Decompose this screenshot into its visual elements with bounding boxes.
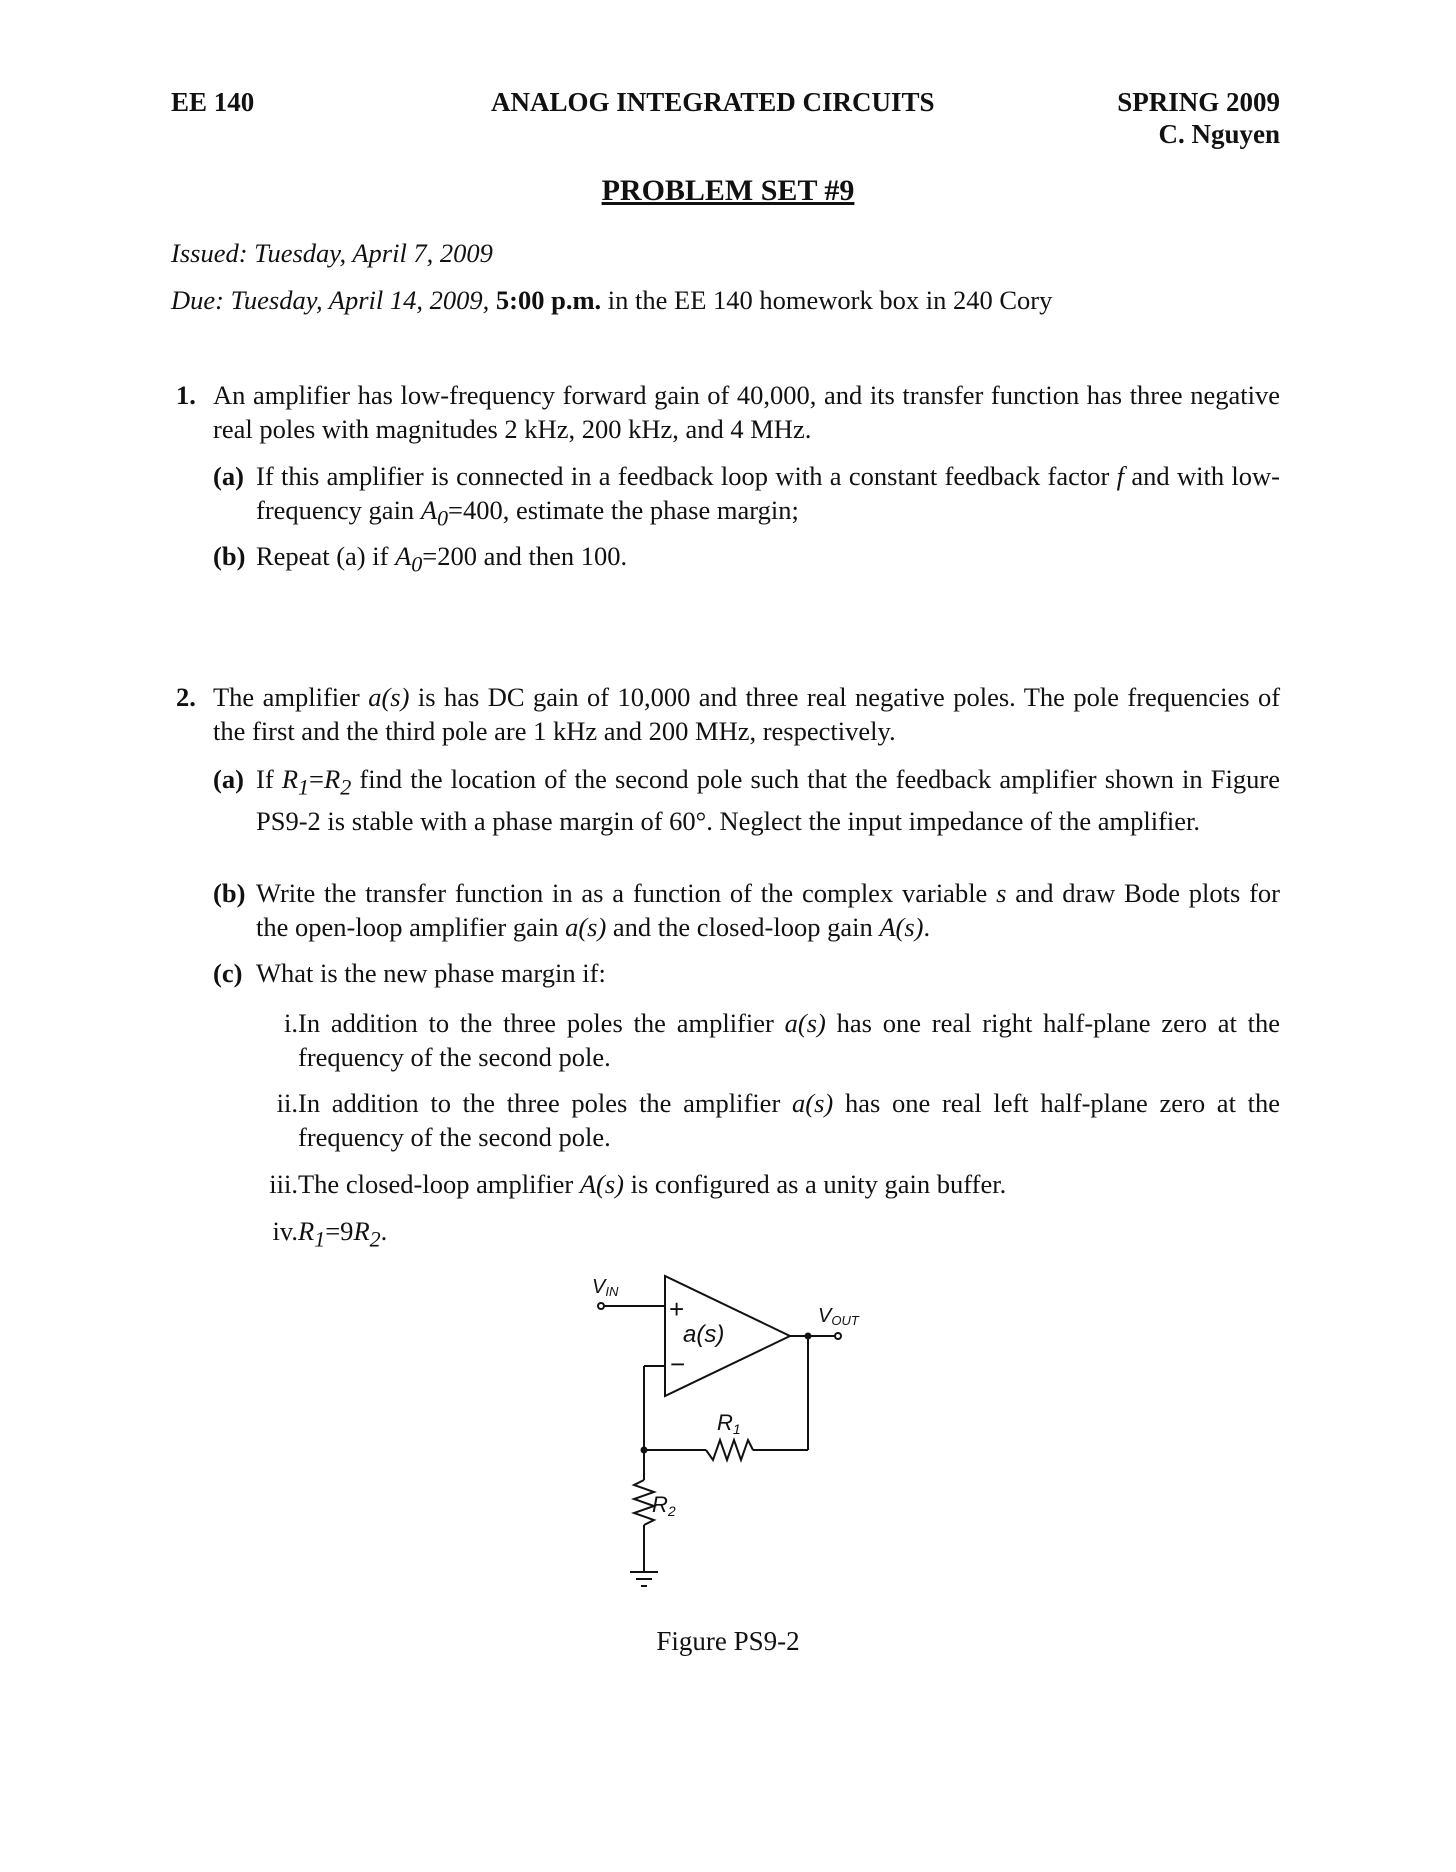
subscript: 1 bbox=[298, 774, 310, 800]
course-code: EE 140 bbox=[171, 87, 255, 117]
subpart-iii-label: iii. bbox=[269, 1169, 298, 1199]
term: SPRING 2009 bbox=[1117, 87, 1280, 117]
text-span: and with low-frequency gain bbox=[256, 461, 1280, 525]
plus-sign: + bbox=[669, 1294, 685, 1324]
due-date: Due: Tuesday, April 14, 2009, bbox=[171, 285, 490, 315]
subpart-i-label: i. bbox=[284, 1008, 298, 1038]
text-span: find the location of the second pole such that the feedback amplifier shown in Figure PS9-2 is stable with a phase margin of 60°. Neglect the input impedance of the amplifier. bbox=[256, 764, 1280, 837]
var-a-s: a(s) bbox=[792, 1088, 834, 1118]
subscript: 0 bbox=[411, 551, 423, 577]
var-R: R bbox=[298, 1216, 315, 1246]
text-span: and the closed-loop gain bbox=[612, 912, 873, 942]
problem-1-number: 1. bbox=[176, 380, 196, 410]
text-span: has one real right half-plane zero at the frequency of the second pole. bbox=[298, 1008, 1281, 1072]
r2-resistor bbox=[634, 1480, 654, 1525]
subscript: 0 bbox=[437, 505, 449, 531]
var-A: A bbox=[420, 495, 437, 525]
node-output bbox=[805, 1333, 812, 1340]
vout-label: VOUT bbox=[818, 1305, 859, 1328]
page-title: PROBLEM SET #9 bbox=[601, 174, 855, 207]
subscript: 2 bbox=[369, 1226, 381, 1252]
text-span: . bbox=[380, 1216, 388, 1246]
text-span: =200 and then 100. bbox=[422, 541, 628, 571]
problem-1-text: An amplifier has low-frequency forward gain of 40,000, and its transfer function has three negative real poles with magnitudes 2 kHz, 200 kHz, and 4 MHz. bbox=[213, 380, 1280, 444]
text-span: If bbox=[256, 764, 274, 794]
problem-2b-label: (b) bbox=[213, 878, 246, 908]
var-f: f bbox=[1116, 461, 1125, 491]
var-a-s: a(s) bbox=[784, 1008, 826, 1038]
var-A-s: A(s) bbox=[879, 912, 924, 942]
var-R: R bbox=[281, 764, 298, 794]
text-span: is configured as a unity gain buffer. bbox=[630, 1169, 1007, 1199]
r1-resistor bbox=[706, 1440, 753, 1460]
var-A: A bbox=[395, 541, 412, 571]
amp-label: a(s) bbox=[683, 1321, 725, 1348]
subpart-iv-label: iv. bbox=[272, 1216, 298, 1246]
var-R: R bbox=[353, 1216, 370, 1246]
text-span: . bbox=[923, 912, 931, 942]
problem-1a-label: (a) bbox=[213, 461, 244, 491]
problem-1b-label: (b) bbox=[213, 541, 246, 571]
vout-terminal bbox=[835, 1333, 841, 1339]
text-span: is has DC gain of 10,000 and three real negative poles. The pole frequencies of the first and the third pole are 1 kHz and 200 MHz, respectively. bbox=[213, 682, 1281, 746]
text-span: and draw Bode plots for the open-loop amplifier gain bbox=[256, 878, 1281, 942]
var-a-s: a(s) bbox=[368, 682, 410, 712]
text-span: =400, estimate the phase margin; bbox=[448, 495, 799, 525]
problem-2-number: 2. bbox=[176, 682, 196, 712]
figure-caption: Figure PS9-2 bbox=[656, 1626, 800, 1656]
problem-2a-label: (a) bbox=[213, 764, 244, 794]
text-span: The amplifier bbox=[213, 682, 360, 712]
text-span: = bbox=[309, 764, 324, 794]
instructor: C. Nguyen bbox=[1158, 119, 1280, 149]
vin-label: VIN bbox=[592, 1276, 619, 1299]
r2-label: R2 bbox=[652, 1492, 676, 1519]
issued-date: Issued: Tuesday, April 7, 2009 bbox=[171, 238, 493, 268]
var-R: R bbox=[324, 764, 341, 794]
text-span: If this amplifier is connected in a feedback loop with a constant feedback factor bbox=[256, 461, 1110, 491]
vin-terminal bbox=[598, 1303, 604, 1309]
subpart-ii-label: ii. bbox=[276, 1088, 298, 1118]
minus-sign: − bbox=[670, 1349, 686, 1379]
r1-label: R1 bbox=[717, 1410, 741, 1437]
var-A-s: A(s) bbox=[579, 1169, 624, 1199]
text-span: The closed-loop amplifier bbox=[298, 1169, 574, 1199]
subscript: 1 bbox=[314, 1226, 326, 1252]
text-span: In addition to the three poles the amplifier bbox=[298, 1008, 774, 1038]
due-time: 5:00 p.m. bbox=[495, 285, 602, 315]
var-s: s bbox=[996, 878, 1007, 908]
problem-2c-text: What is the new phase margin if: bbox=[256, 958, 606, 988]
subscript: 2 bbox=[340, 774, 352, 800]
text-span: has one real left half-plane zero at the frequency of the second pole. bbox=[298, 1088, 1281, 1152]
text-span: =9 bbox=[325, 1216, 354, 1246]
text-span: Repeat (a) if bbox=[256, 541, 389, 571]
text-span: Write the transfer function in as a function of the complex variable bbox=[256, 878, 988, 908]
course-subject: ANALOG INTEGRATED CIRCUITS bbox=[491, 87, 935, 117]
var-a-s: a(s) bbox=[565, 912, 607, 942]
text-span: In addition to the three poles the amplifier bbox=[298, 1088, 781, 1118]
problem-2c-label: (c) bbox=[213, 958, 243, 988]
node-feedback bbox=[641, 1447, 648, 1454]
due-location: in the EE 140 homework box in 240 Cory bbox=[607, 285, 1053, 315]
